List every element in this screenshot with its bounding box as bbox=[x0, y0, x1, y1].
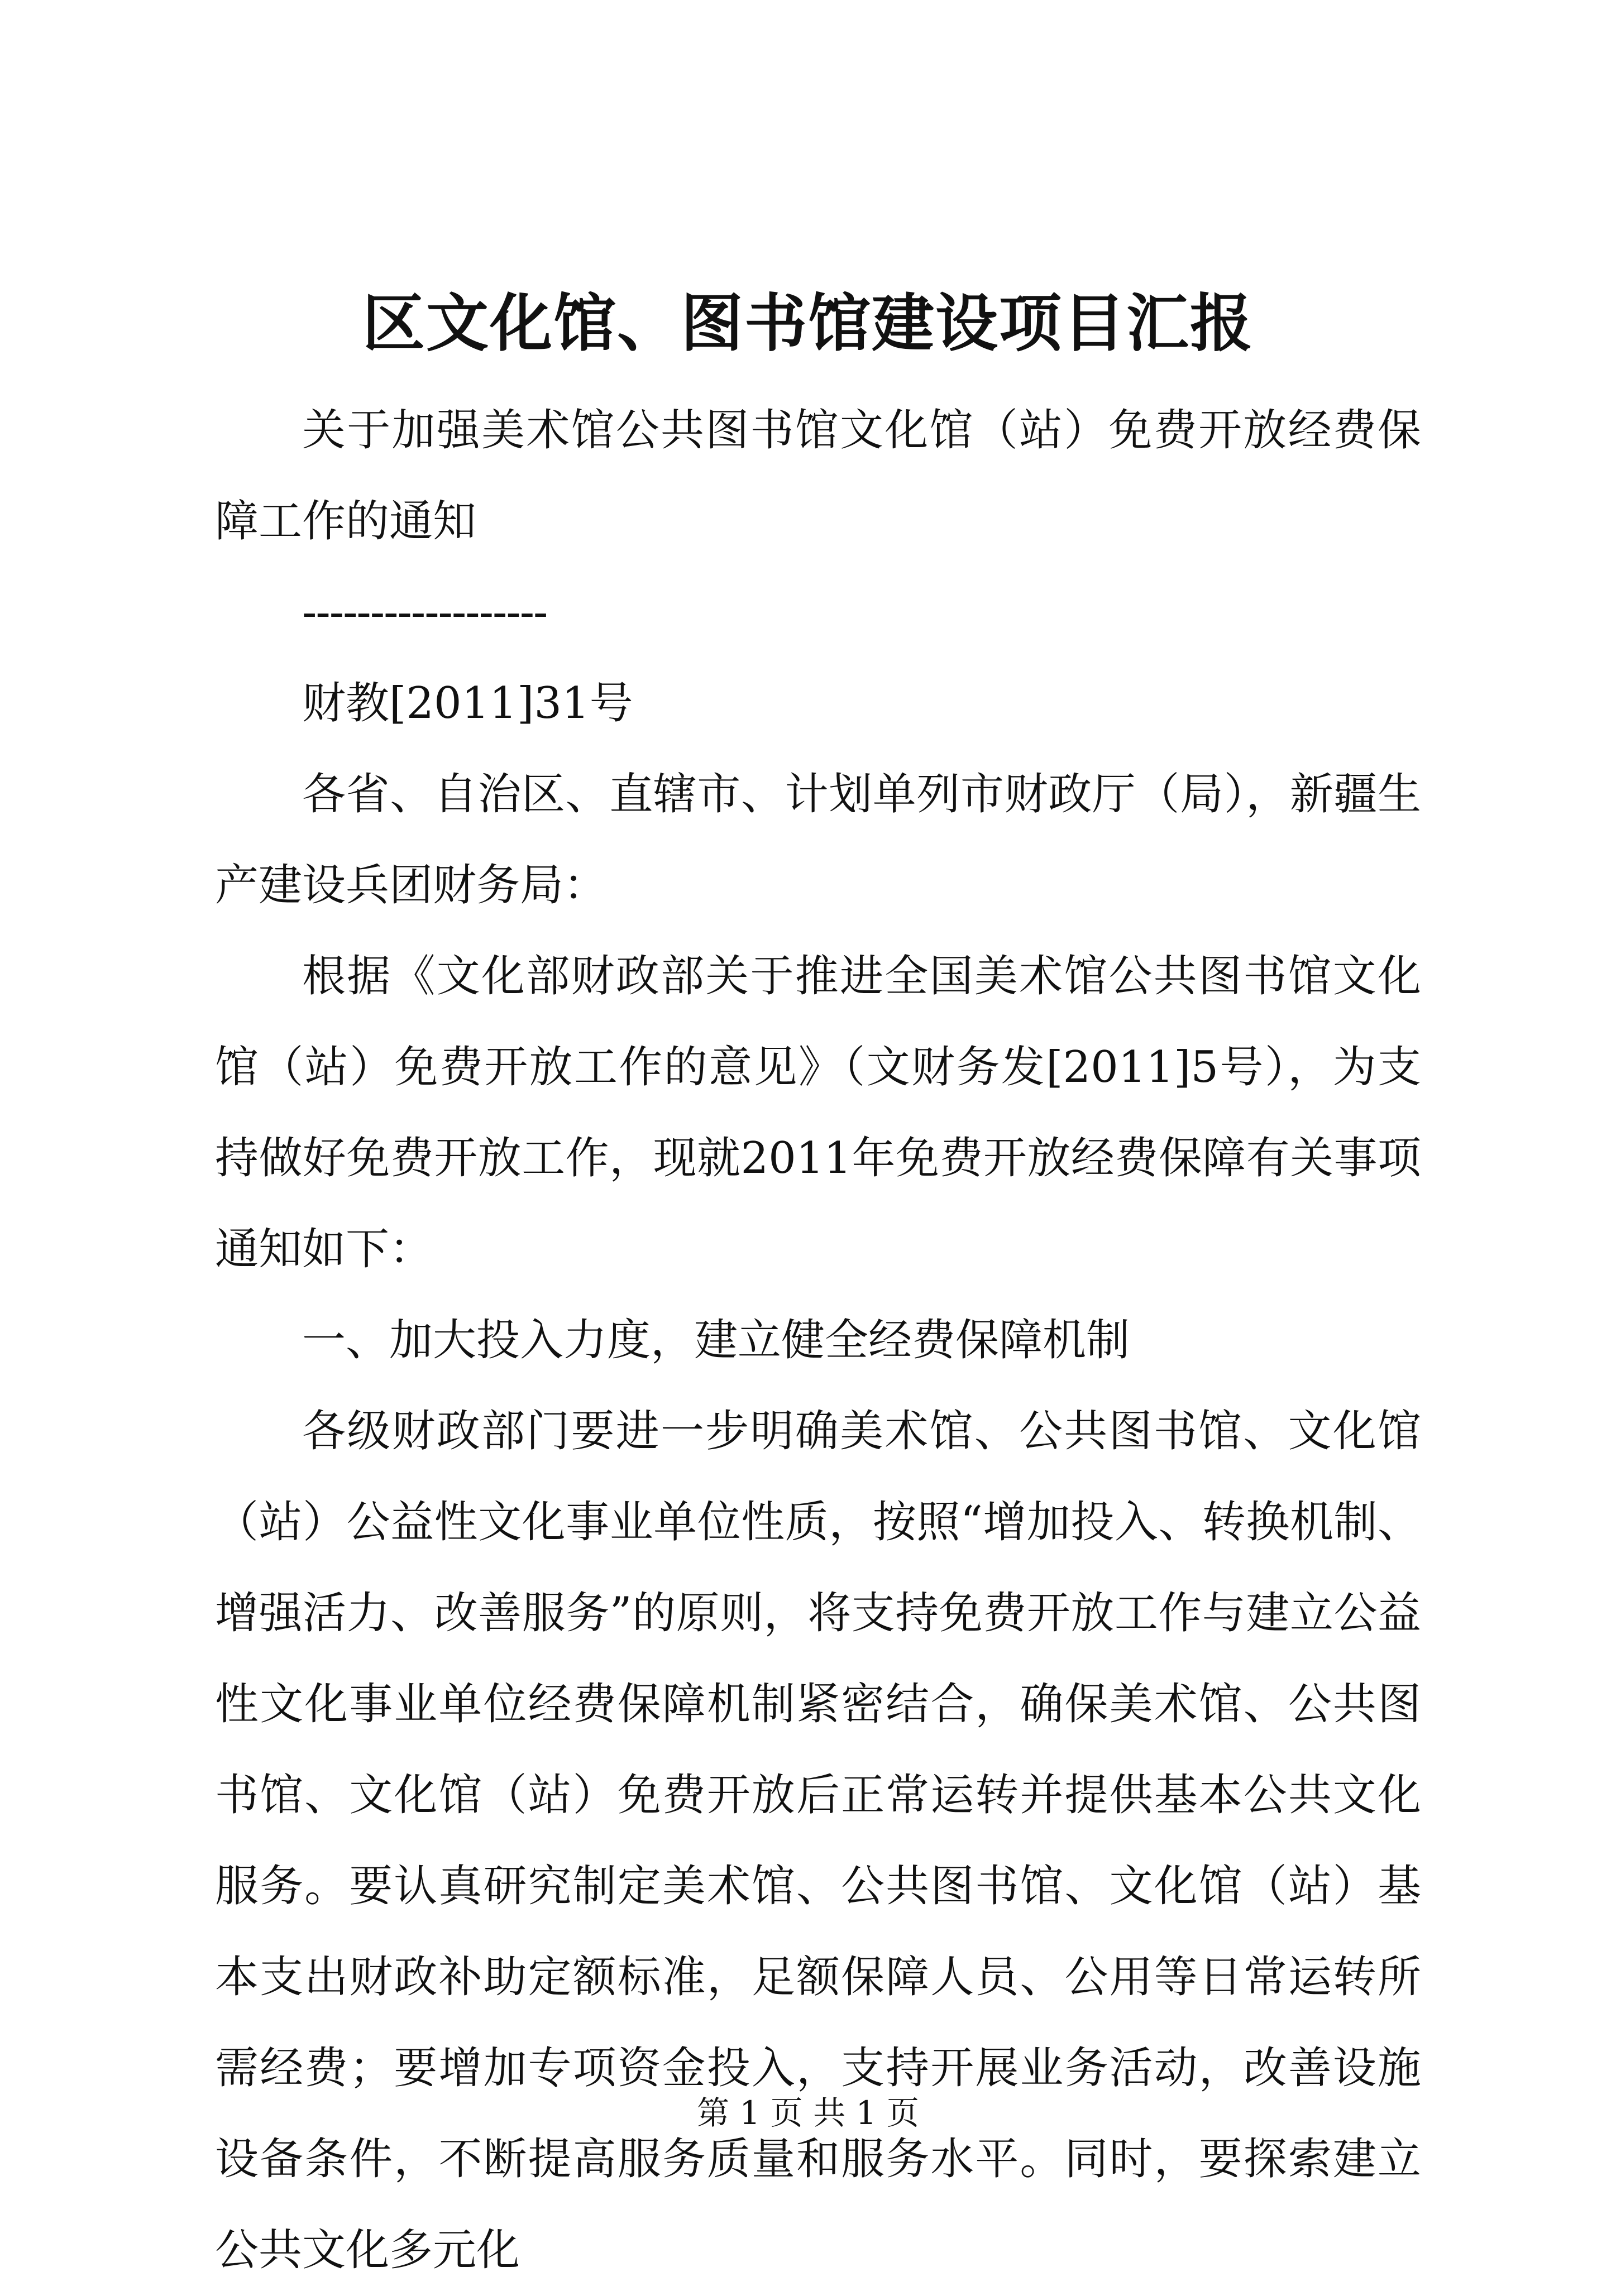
section-heading-1: 一、加大投入力度，建立健全经费保障机制 bbox=[302, 1315, 1130, 1365]
intro-paragraph: 根据《文化部财政部关于推进全国美术馆公共图书馆文化馆（站）免费开放工作的意见》（文财务发[2011]5号），为支持做好免费开放工作，现就2011年免费开放经费保障有关事项通知如下： bbox=[215, 951, 1421, 1274]
document-title: 区文化馆、图书馆建设项目汇报 bbox=[362, 287, 1254, 360]
page-footer: 第 1 页 共 1 页 bbox=[697, 2094, 919, 2132]
document-body bbox=[215, 385, 1421, 2296]
divider-line: ------------------ bbox=[302, 587, 547, 637]
notice-title-paragraph: 关于加强美术馆公共图书馆文化馆（站）免费开放经费保障工作的通知 bbox=[215, 405, 1421, 547]
document-number: 财教[2011]31号 bbox=[302, 678, 633, 728]
section-1-paragraph: 各级财政部门要进一步明确美术馆、公共图书馆、文化馆（站）公益性文化事业单位性质，按照“增加投入、转换机制、增强活力、改善服务”的原则，将支持免费开放工作与建立公益性文化事业单位经费保障机制紧密结合，确保美术馆、公共图书馆、文化馆（站）免费开放后正常运转并提供基本公共文化服务。要认真研究制定美术馆、公共图书馆、文化馆（站）基本支出财政补助定额标准，足额保障人员、公用等日常运转所需经费；要增加专项资金投入，支持开展业务活动，改善设施设备条件，不断提高服务质量和服务水平。同时，要探索建立公共文化多元化 bbox=[215, 1406, 1421, 2275]
recipients-paragraph: 各省、自治区、直辖市、计划单列市财政厅（局），新疆生产建设兵团财务局： bbox=[215, 769, 1421, 910]
